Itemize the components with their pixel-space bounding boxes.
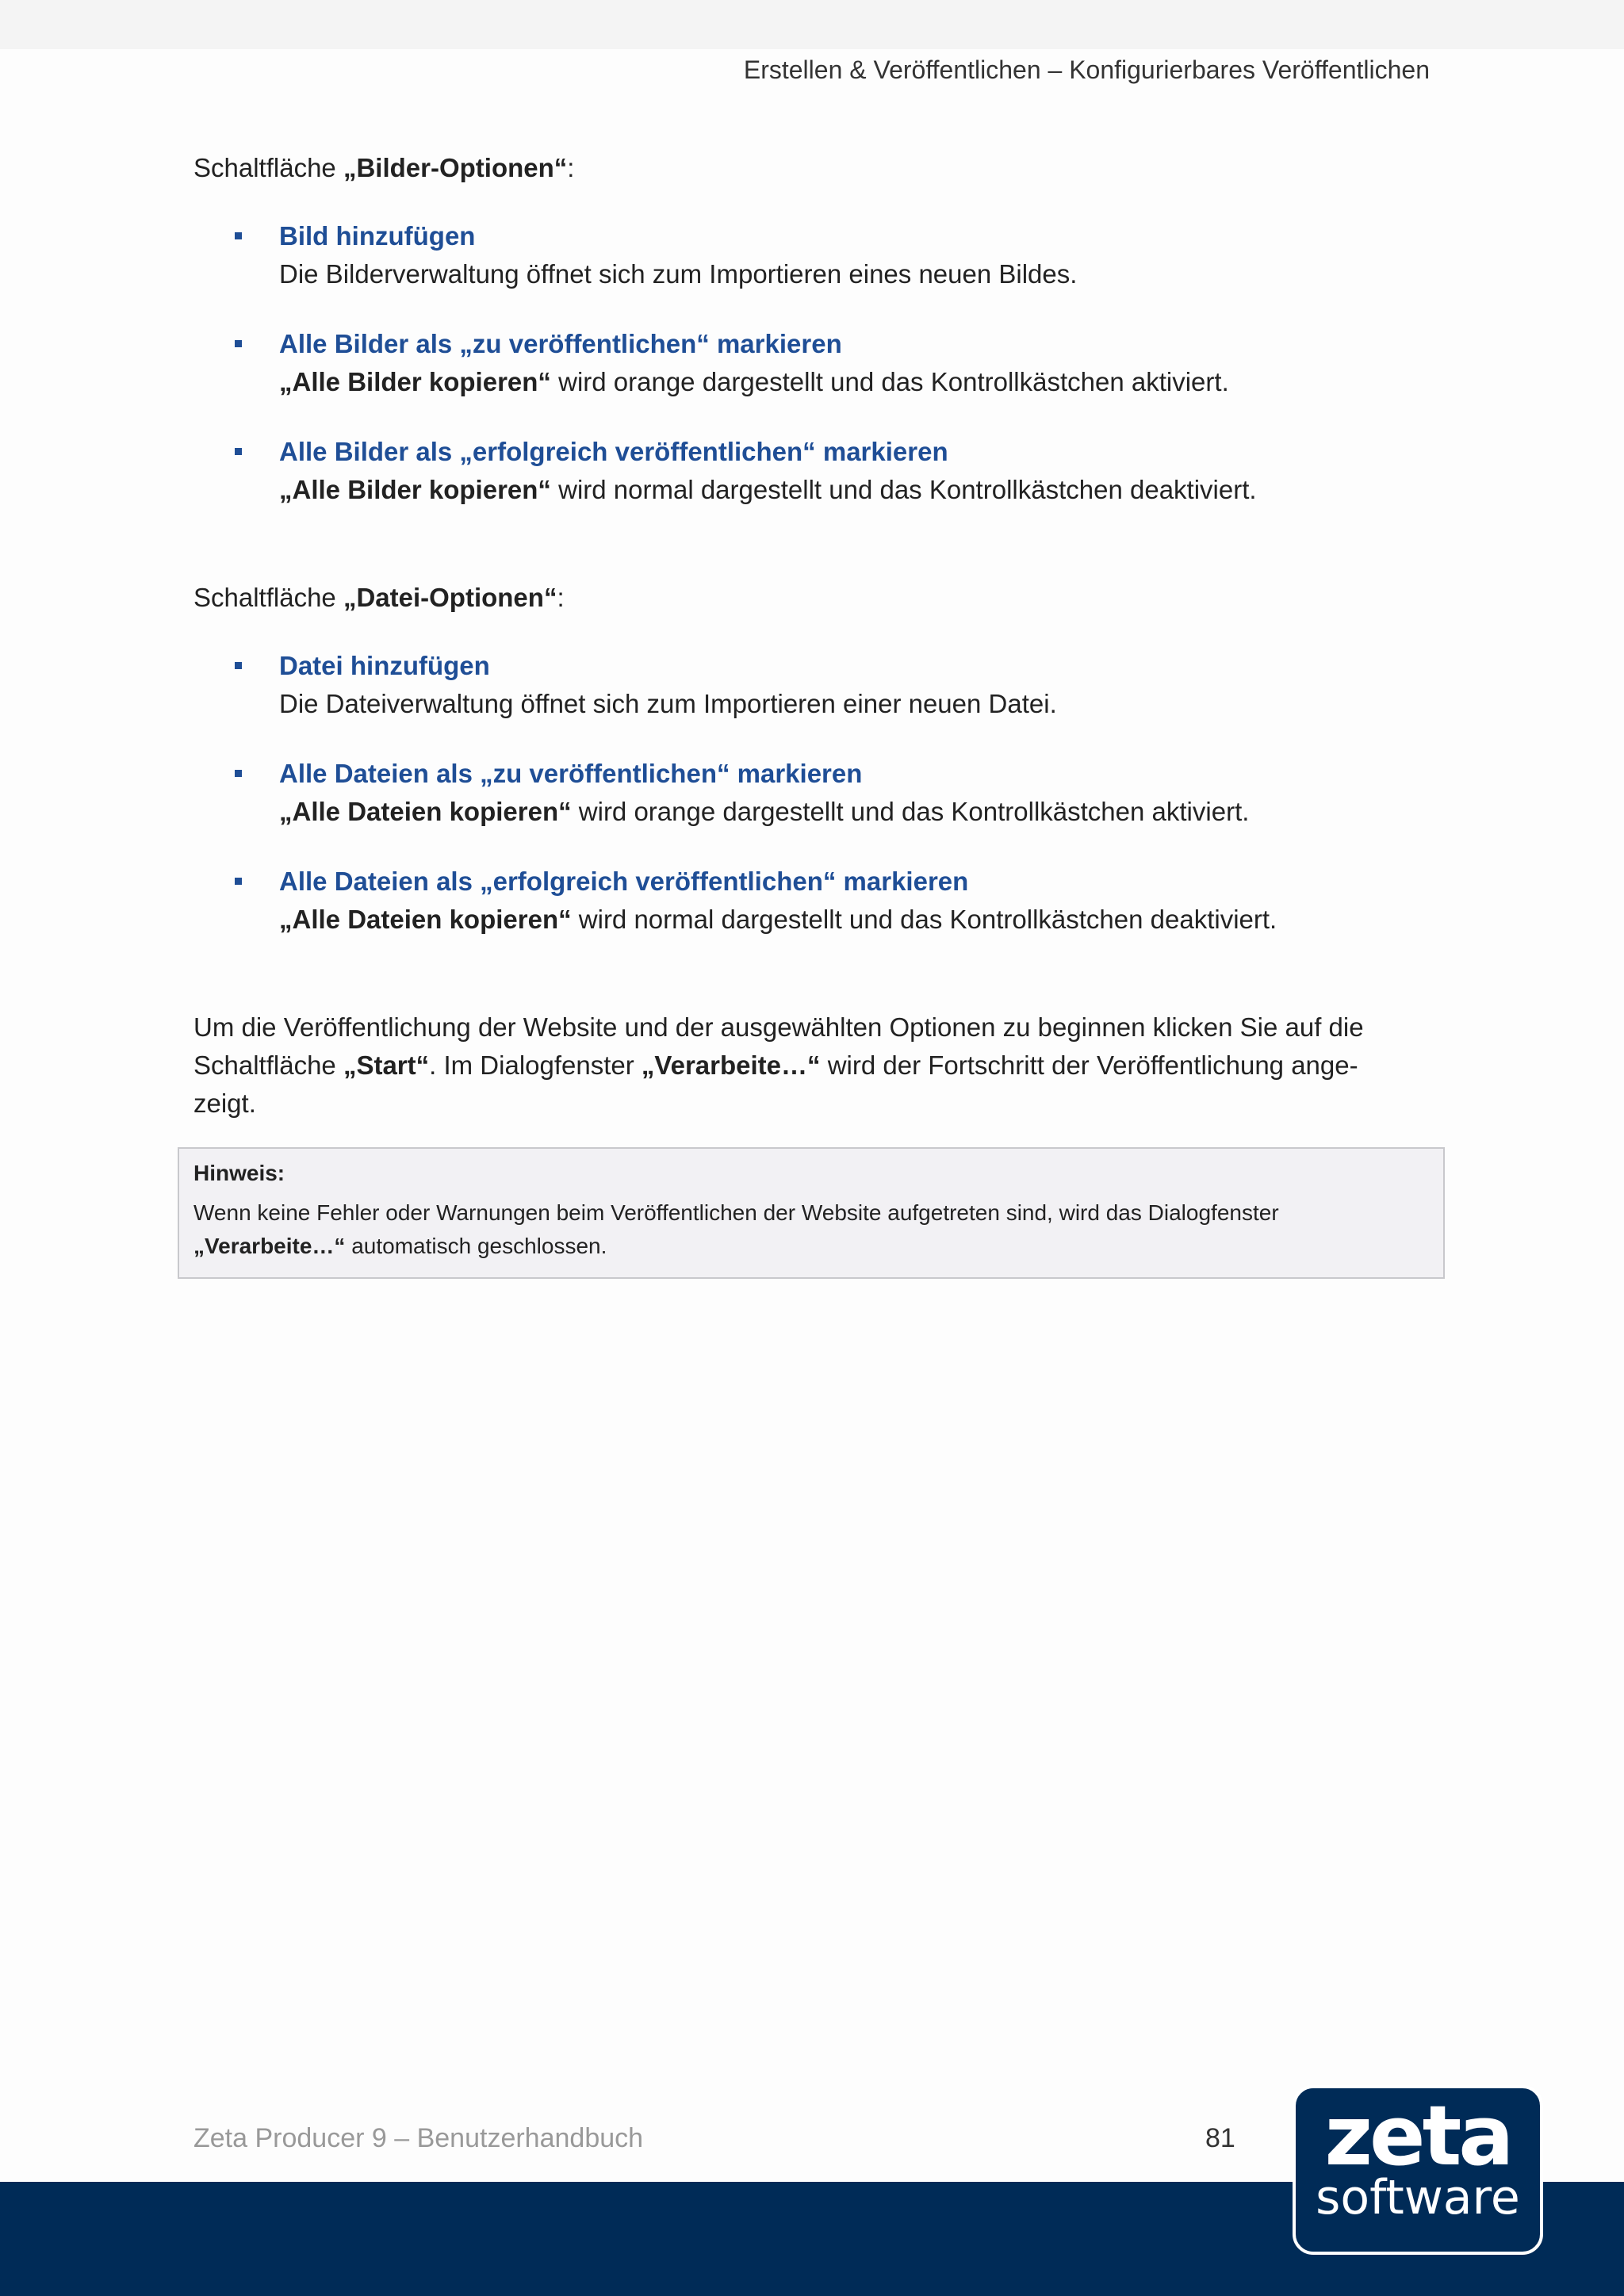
item-description-bold: „Alle Dateien kopieren“: [279, 797, 572, 826]
item-title: Bild hinzufügen: [279, 221, 476, 251]
list-item: [193, 755, 1446, 831]
note-dialog-name: „Verarbeite…“: [193, 1234, 346, 1258]
item-description-text: wird normal dargestellt und das Kontrollkästchen deaktiviert.: [571, 905, 1277, 934]
bilder-options-list: [193, 217, 1446, 509]
paragraph-text: wird der Fortschritt der Veröffentlichung ange-: [820, 1050, 1358, 1080]
square-bullet-icon: [235, 448, 242, 455]
list-item: [193, 863, 1446, 939]
item-title: Alle Dateien als „erfolgreich veröffentlichen“ markieren: [279, 867, 969, 896]
item-description-bold: „Alle Bilder kopieren“: [279, 367, 551, 396]
square-bullet-icon: [235, 232, 242, 239]
logo-wordmark-zeta: zeta: [1324, 2087, 1511, 2184]
item-description-bold: „Alle Dateien kopieren“: [279, 905, 572, 934]
item-title: Alle Dateien als „zu veröffentlichen“ markieren: [279, 759, 863, 788]
square-bullet-icon: [235, 340, 242, 347]
item-title: Alle Bilder als „erfolgreich veröffentlichen“ markieren: [279, 437, 948, 466]
item-description-text: wird normal dargestellt und das Kontrollkästchen deaktiviert.: [550, 475, 1257, 504]
note-title: Hinweis:: [193, 1161, 285, 1185]
heading-prefix: Schaltfläche: [193, 153, 343, 182]
paragraph-text: Schaltfläche: [193, 1050, 343, 1080]
item-description: [279, 363, 1446, 401]
list-item: [193, 647, 1446, 723]
page-number: 81: [1205, 2123, 1235, 2153]
list-item: [193, 217, 1446, 293]
dialog-name: „Verarbeite…“: [641, 1050, 821, 1080]
item-description: [279, 901, 1446, 939]
note-text-tail: automatisch geschlossen.: [345, 1234, 607, 1258]
list-item: [193, 433, 1446, 509]
paragraph-line: zeigt.: [193, 1089, 256, 1118]
running-header: Erstellen & Veröffentlichen – Konfigurierbares Veröffentlichen: [743, 55, 1430, 84]
item-title: Datei hinzufügen: [279, 651, 490, 680]
datei-options-heading: [193, 579, 1446, 617]
page-content: [193, 149, 1446, 1123]
zeta-software-logo: [1293, 2085, 1543, 2255]
paragraph-line: Um die Veröffentlichung der Website und der ausgewählten Optionen zu beginnen klicken Sie auf die: [193, 1012, 1364, 1042]
item-description: [279, 255, 1446, 293]
logo-wordmark-software: software: [1316, 2170, 1520, 2225]
paragraph-text: . Im Dialogfenster: [429, 1050, 642, 1080]
heading-button-name: „Datei-Optionen“: [343, 583, 557, 612]
item-description-text: wird orange dargestellt und das Kontrollkästchen aktiviert.: [550, 367, 1229, 396]
top-band: [0, 0, 1624, 49]
item-description: [279, 471, 1446, 509]
item-title: Alle Bilder als „zu veröffentlichen“ markieren: [279, 329, 842, 358]
item-description-text: wird orange dargestellt und das Kontrollkästchen aktiviert.: [571, 797, 1250, 826]
item-description: [279, 793, 1446, 831]
note-text-line: Wenn keine Fehler oder Warnungen beim Veröffentlichen der Website aufgetreten sind, wird das Dialogfenster: [193, 1200, 1279, 1225]
item-description-text: Die Dateiverwaltung öffnet sich zum Importieren einer neuen Datei.: [279, 689, 1057, 718]
square-bullet-icon: [235, 662, 242, 669]
item-description: [279, 685, 1446, 723]
footer-title: Zeta Producer 9 – Benutzerhandbuch: [193, 2123, 644, 2153]
square-bullet-icon: [235, 878, 242, 885]
square-bullet-icon: [235, 770, 242, 777]
item-description-bold: „Alle Bilder kopieren“: [279, 475, 551, 504]
datei-options-list: [193, 647, 1446, 939]
heading-suffix: :: [567, 153, 575, 182]
item-description-text: Die Bilderverwaltung öffnet sich zum Importieren eines neuen Bildes.: [279, 259, 1078, 289]
heading-button-name: „Bilder-Optionen“: [343, 153, 568, 182]
start-paragraph: [193, 1008, 1446, 1123]
note-text: [193, 1196, 1429, 1263]
list-item: [193, 325, 1446, 401]
bilder-options-heading: [193, 149, 1446, 187]
heading-prefix: Schaltfläche: [193, 583, 343, 612]
note-box: [178, 1147, 1445, 1279]
heading-suffix: :: [557, 583, 565, 612]
paragraph-line: [193, 1047, 1446, 1085]
start-button-name: „Start“: [343, 1050, 430, 1080]
